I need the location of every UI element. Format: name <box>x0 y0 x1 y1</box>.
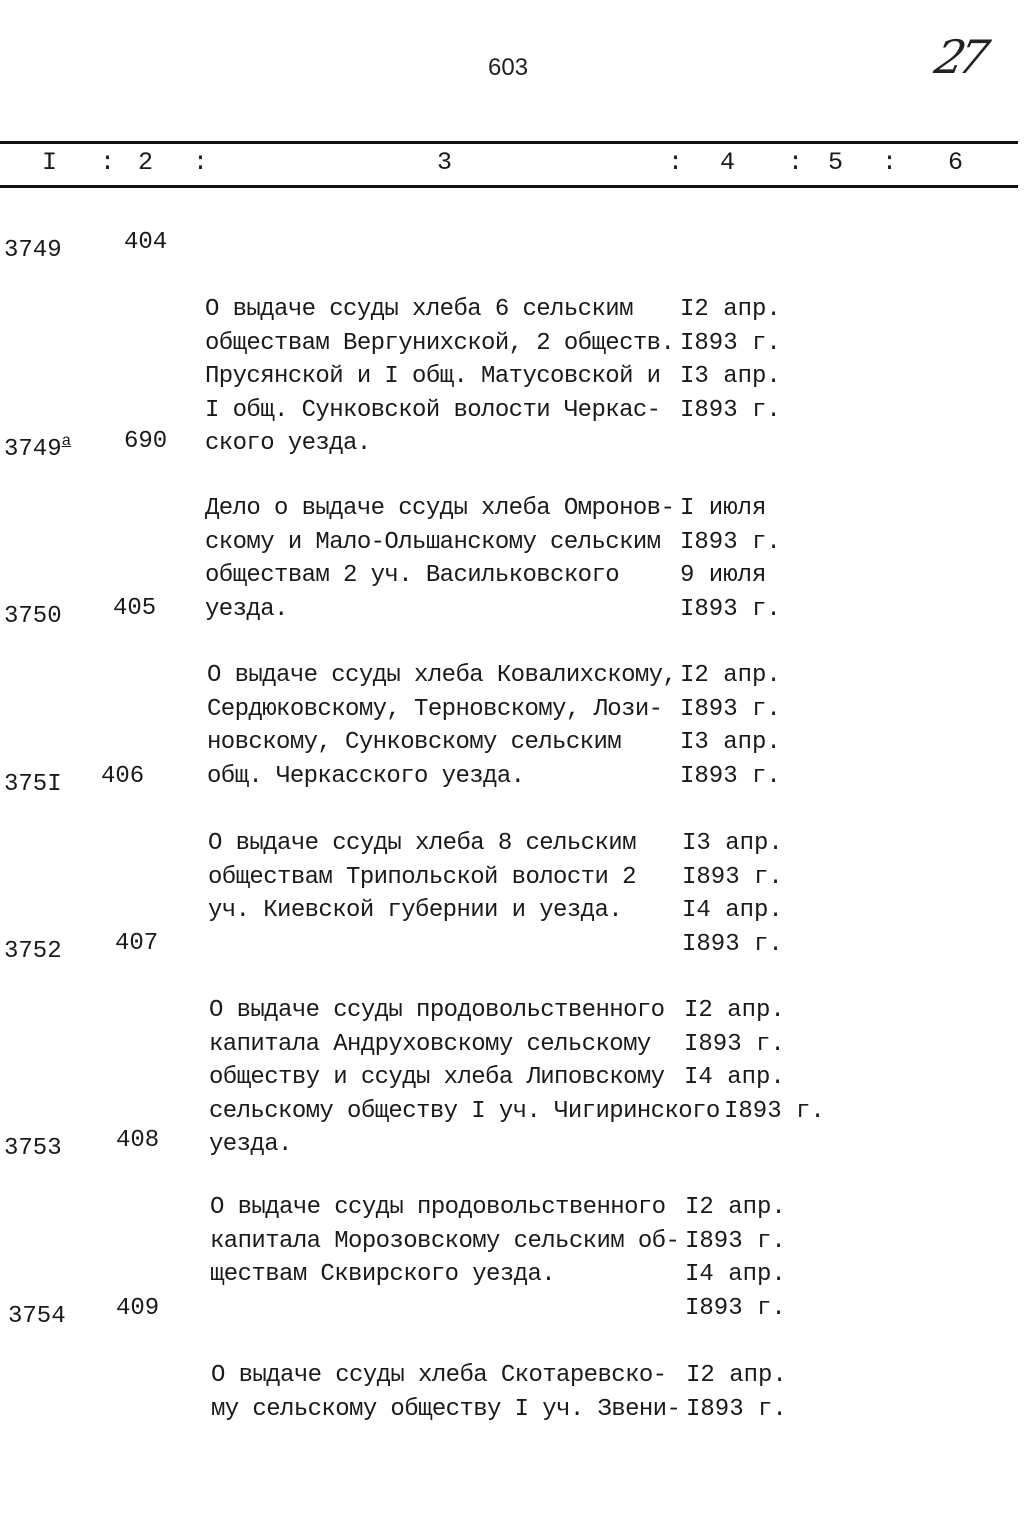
header-rule-top <box>0 141 1018 144</box>
entry-dates: I июля I893 г. 9 июля I893 г. <box>680 495 781 623</box>
entry-dates: I2 апр. I893 г. I3 апр. I893 г. <box>680 296 781 424</box>
column-separator: : <box>788 148 804 177</box>
table-header <box>0 148 1018 180</box>
entry-description: О выдаче ссуды продовольственного капитала Морозовскому сельским об- ществам Сквирского уезда. <box>210 1194 680 1288</box>
column-header-3: 3 <box>437 148 453 177</box>
original-number: 405 <box>113 595 157 622</box>
header-rule-bottom <box>0 185 1018 188</box>
original-number: 690 <box>124 428 168 455</box>
entry-description: О выдаче ссуды хлеба Ковалихскому, Сердюковскому, Терновскому, Лози- новскому, Сунковскому сельским общ. Черкасского уезда. <box>207 662 677 790</box>
handwritten-folio-number: 27 <box>930 30 989 84</box>
column-separator: : <box>100 148 116 177</box>
entry-dates: I2 апр. I893 г. I3 апр. I893 г. <box>680 662 781 790</box>
column-header-4: 4 <box>720 148 736 177</box>
entry-number: 3750 <box>4 603 62 630</box>
entry-description: О выдаче ссуды продовольственного капитала Андруховскому сельскому обществу и ссуды хлеба Липовскому сельскому обществу I уч. Чигиринского уезда. <box>209 997 720 1158</box>
column-separator: : <box>193 148 209 177</box>
entry-description: О выдаче ссуды хлеба 6 сельским обществам Вергунихской, 2 обществ. Прусянской и I общ. Матусовской и I общ. Сунковской волости Черкас- ского уезда. <box>205 296 675 457</box>
entry-dates: I2 апр. I893 г. <box>686 1362 787 1423</box>
entry-number: 3749 <box>4 237 62 264</box>
entry-dates: I3 апр. I893 г. I4 апр. I893 г. <box>682 830 783 958</box>
entry-number: 3752 <box>4 938 62 965</box>
entry-number: 3754 <box>8 1303 66 1330</box>
entry-description: Дело о выдаче ссуды хлеба Омронов- скому и Мало-Ольшанскому сельским обществам 2 уч. Васильковского уезда. <box>205 495 675 623</box>
entry-number: 3753 <box>4 1135 62 1162</box>
original-number: 407 <box>115 930 159 957</box>
column-header-1: I <box>42 148 58 177</box>
original-number: 406 <box>101 763 145 790</box>
entry-description: О выдаче ссуды хлеба Скотаревско- му сельскому обществу I уч. Звени- <box>211 1362 681 1423</box>
entry-description: О выдаче ссуды хлеба 8 сельским обществам Трипольской волости 2 уч. Киевской губернии и уезда. <box>208 830 636 924</box>
page-number: 603 <box>488 54 529 81</box>
original-number: 408 <box>116 1127 160 1154</box>
original-number: 409 <box>116 1295 160 1322</box>
column-separator: : <box>882 148 898 177</box>
column-separator: : <box>668 148 684 177</box>
column-header-2: 2 <box>138 148 154 177</box>
entry-number: 375I <box>4 771 62 798</box>
entry-dates: I2 апр. I893 г. I4 апр. I893 г. <box>684 997 825 1125</box>
column-header-5: 5 <box>828 148 844 177</box>
entry-number: $3749^а$ <box>4 432 72 463</box>
entry-dates: I2 апр. I893 г. I4 апр. I893 г. <box>685 1194 786 1322</box>
original-number: 404 <box>124 229 168 256</box>
column-header-6: 6 <box>948 148 964 177</box>
